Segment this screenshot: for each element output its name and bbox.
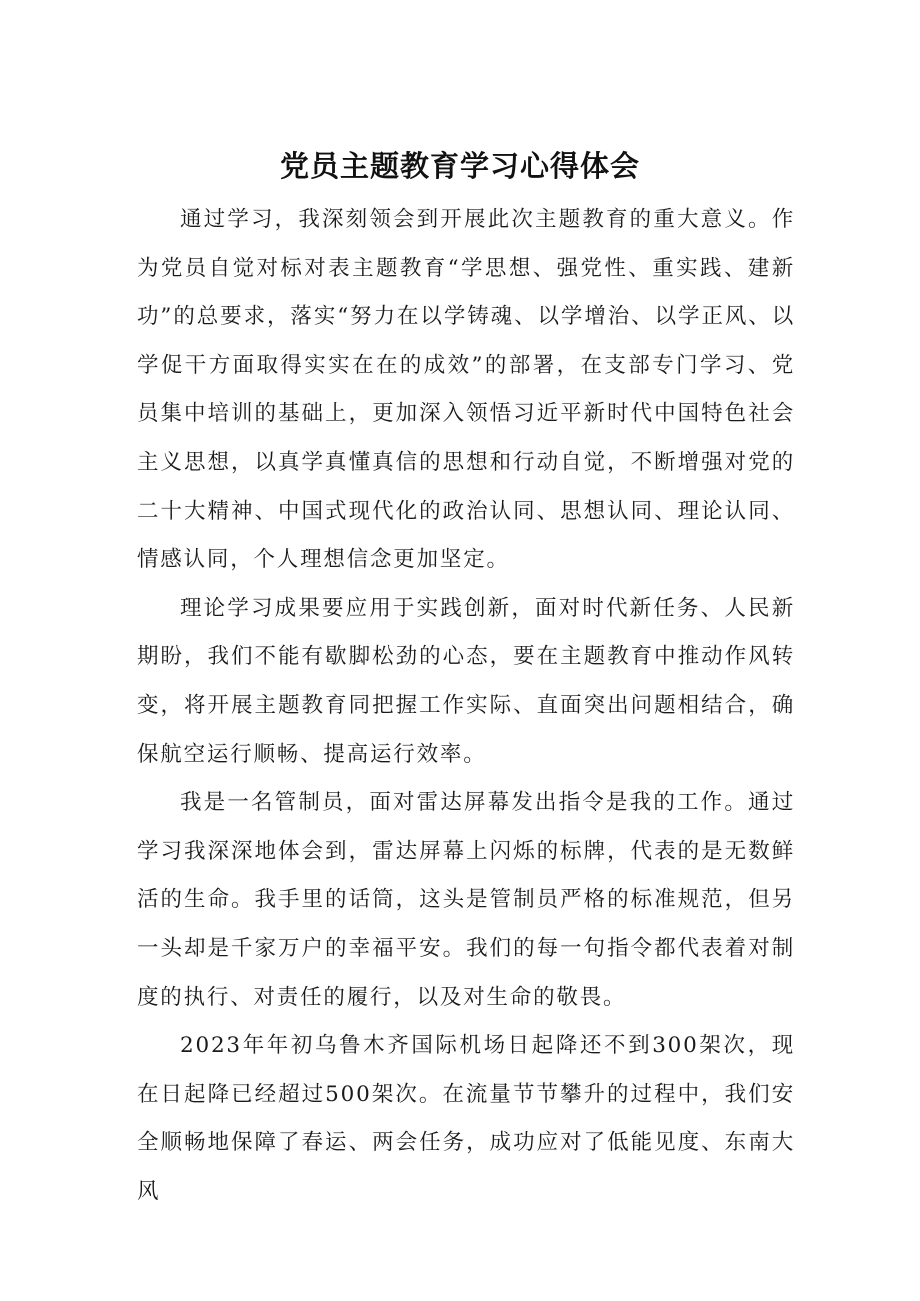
- paragraph-4: 2023年年初乌鲁木齐国际机场日起降还不到300架次，现在日起降已经超过500架次。在流量节节攀升的过程中，我们安全顺畅地保障了春运、两会任务，成功应对了低能见度、东南大风: [137, 1033, 795, 1204]
- paragraph-2: 理论学习成果要应用于实践创新，面对时代新任务、人民新期盼，我们不能有歇脚松劲的心态，要在主题教育中推动作风转变，将开展主题教育同把握工作实际、直面突出问题相结合，确保航空运行顺畅、提高运行效率。: [137, 595, 795, 767]
- paragraph-3: 我是一名管制员，面对雷达屏幕发出指令是我的工作。通过学习我深深地体会到，雷达屏幕上闪烁的标牌，代表的是无数鲜活的生命。我手里的话筒，这头是管制员严格的标准规范，但另一头却是千家万户的幸福平安。我们的每一句指令都代表着对制度的执行、对责任的履行，以及对生命的敬畏。: [137, 790, 795, 1010]
- document-title: 党员主题教育学习心得体会: [279, 149, 640, 183]
- document-body: [137, 196, 795, 1216]
- paragraph-1: 通过学习，我深刻领会到开展此次主题教育的重大意义。作为党员自觉对标对表主题教育“学思想、强党性、重实践、建新功”的总要求，落实“努力在以学铸魂、以学增治、以学正风、以学促干方面取得实实在在的成效”的部署，在支部专门学习、党员集中培训的基础上，更加深入领悟习近平新时代中国特色社会主义思想，以真学真懂真信的思想和行动自觉，不断增强对党的二十大精神、中国式现代化的政治认同、思想认同、理论认同、情感认同，个人理想信念更加坚定。: [137, 207, 795, 573]
